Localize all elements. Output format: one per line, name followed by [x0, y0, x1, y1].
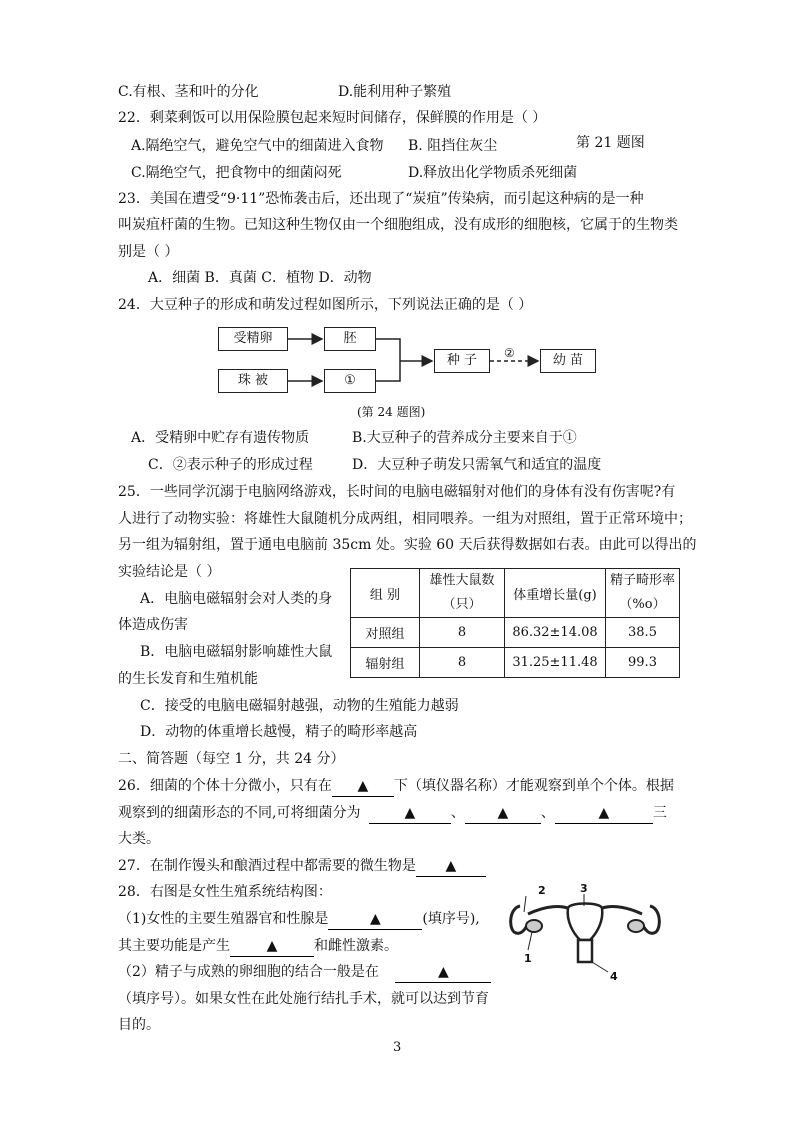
q27-text: 27．在制作馒头和酿酒过程中都需要的微生物是 [118, 858, 416, 874]
table-row [351, 618, 680, 648]
q25-option-b-1: B．电脑电磁辐射影响雄性大鼠 [140, 644, 333, 660]
q21-figure-caption: 第 21 题图 [576, 135, 645, 151]
answer-blank[interactable]: ▲ [416, 856, 486, 877]
answer-blank[interactable]: ▲ [369, 803, 451, 824]
q24-option-b: B.大豆种子的营养成分主要来自于① [352, 430, 577, 446]
q28-text-b: (填序号), [422, 911, 480, 927]
q25-option-d: D．动物的体重增长越慢，精子的畸形率越高 [140, 724, 418, 740]
female-reproductive-system-figure [500, 874, 670, 984]
table-cell: 86.32±14.08 [505, 618, 606, 648]
table-header-cell: 雄性大鼠数 （只） [420, 569, 505, 618]
q23-options: A．细菌 B．真菌 C．植物 D．动物 [148, 270, 372, 286]
q23-line-2: 叫炭疽杆菌的生物。已知这种生物仅由一个细胞组成，没有成形的细胞核，它属于的生物类 [118, 217, 678, 233]
answer-blank[interactable]: ▲ [555, 803, 653, 824]
q28-line-2 [118, 936, 398, 957]
table-header-cell: 精子畸形率 （%o） [606, 569, 680, 618]
q23-line-1: 23．美国在遭受“9·11”恐怖袭击后，还出现了“炭疽”传染病，而引起这种病的是一种 [118, 191, 644, 207]
table-cell: 辐射组 [351, 648, 420, 678]
q25-option-a-2: 体造成伤害 [118, 617, 188, 633]
q25-option-b-2: 的生长发育和生殖机能 [118, 671, 258, 687]
table-cell: 31.25±11.48 [505, 648, 606, 678]
answer-blank[interactable]: ▲ [465, 803, 541, 824]
separator: 、 [540, 805, 555, 821]
q26-line-1 [118, 776, 674, 797]
q22-option-c: C.隔绝空气，把食物中的细菌闷死 [131, 165, 342, 181]
q26-text-b: 下（填仪器名称）才能观察到单个个体。根据 [393, 778, 674, 794]
section-2-heading: 二、简答题（每空 1 分，共 24 分） [118, 751, 345, 767]
q25-option-a-1: A．电脑电磁辐射会对人类的身 [140, 591, 333, 607]
table-header-row [351, 569, 680, 618]
figure-label-4: 4 [610, 970, 618, 983]
q28-text-c: 其主要功能是产生 [118, 938, 230, 954]
answer-blank[interactable]: ▲ [230, 936, 314, 957]
q23-line-3: 别是（ ） [118, 244, 179, 260]
answer-blank[interactable]: ▲ [395, 962, 491, 983]
q24-option-d: D．大豆种子萌发只需氧气和适宜的温度 [352, 457, 602, 473]
table-cell: 99.3 [606, 648, 680, 678]
integument-box: 珠 被 [218, 369, 288, 393]
answer-blank[interactable]: ▲ [328, 909, 422, 930]
table-cell: 8 [420, 618, 505, 648]
q26-text-d: 三 [652, 805, 667, 821]
answer-blank[interactable]: ▲ [332, 776, 394, 797]
q28-line-1 [118, 909, 480, 930]
q26-text-a: 26．细菌的个体十分微小，只有在 [118, 778, 332, 794]
q24-stem: 24．大豆种子的形成和萌发过程如图所示，下列说法正确的是（ ） [118, 297, 533, 313]
table-row [351, 648, 680, 678]
part-one-box: ① [324, 369, 376, 393]
table-header-cell: 组 别 [351, 569, 420, 618]
table-header-cell: 体重增长量(g) [505, 569, 606, 618]
q24-arrows [0, 0, 794, 420]
q28-text-a: （1)女性的主要生殖器官和性腺是 [118, 911, 329, 927]
table-cell: 对照组 [351, 618, 420, 648]
q22-stem: 22．剩菜剩饭可以用保险膜包起来短时间储存，保鲜膜的作用是（ ） [118, 110, 547, 126]
embryo-box: 胚 [324, 327, 376, 351]
figure-label-1: 1 [524, 952, 532, 965]
figure-label-3: 3 [580, 882, 588, 895]
q28-text-e: （2）精子与成熟的卵细胞的结合一般是在 [118, 964, 379, 980]
q22-option-b: B. 阻挡住灰尘 [408, 138, 498, 154]
page-number: 3 [393, 1040, 402, 1055]
fertilized-egg-box: 受精卵 [218, 327, 288, 351]
q24-option-c: C．②表示种子的形成过程 [148, 457, 313, 473]
q28-line-5: 目的。 [118, 1017, 160, 1033]
q25-line-2: 人进行了动物实验：将雄性大鼠随机分成两组，相同喂养。一组为对照组，置于正常环境中； [118, 511, 692, 527]
seed-box: 种 子 [434, 349, 490, 373]
separator: 、 [450, 805, 465, 821]
table-cell: 38.5 [606, 618, 680, 648]
q24-option-a: A．受精卵中贮存有遗传物质 [131, 430, 310, 446]
q28-line-4: （填序号）。如果女性在此处施行结扎手术，就可以达到节育 [118, 991, 489, 1007]
q26-text-c: 观察到的细菌形态的不同,可将细菌分为 [118, 805, 361, 821]
q28-text-d: 和雌性激素。 [314, 938, 398, 954]
q25-line-3: 另一组为辐射组，置于通电电脑前 35cm 处。实验 60 天后获得数据如右表。由此可以得出的 [118, 537, 697, 553]
q22-option-d: D.释放出化学物质杀死细菌 [408, 165, 578, 181]
q26-line-2 [118, 803, 667, 824]
figure-label-2: 2 [538, 884, 546, 897]
q28-stem: 28．右图是女性生殖系统结构图： [118, 884, 332, 900]
q25-line-1: 25．一些同学沉溺于电脑网络游戏，长时间的电脑电磁辐射对他们的身体有没有伤害呢?有 [118, 484, 676, 500]
q24-figure-caption: (第 24 题图) [357, 405, 426, 419]
q25-option-c: C．接受的电脑电磁辐射越强，动物的生殖能力越弱 [140, 698, 459, 714]
q27 [118, 856, 486, 877]
q22-option-a: A.隔绝空气，避免空气中的细菌进入食物 [131, 138, 384, 154]
q21-option-c: C.有根、茎和叶的分化 [118, 84, 259, 100]
q25-data-table [350, 568, 680, 678]
seedling-box: 幼 苗 [540, 349, 596, 373]
table-cell: 8 [420, 648, 505, 678]
q28-line-3 [118, 962, 491, 983]
q26-line-3: 大类。 [118, 831, 160, 847]
process-two-label: ② [504, 346, 515, 360]
q21-option-d: D.能利用种子繁殖 [338, 84, 452, 100]
q25-line-4: 实验结论是（ ） [118, 564, 221, 580]
